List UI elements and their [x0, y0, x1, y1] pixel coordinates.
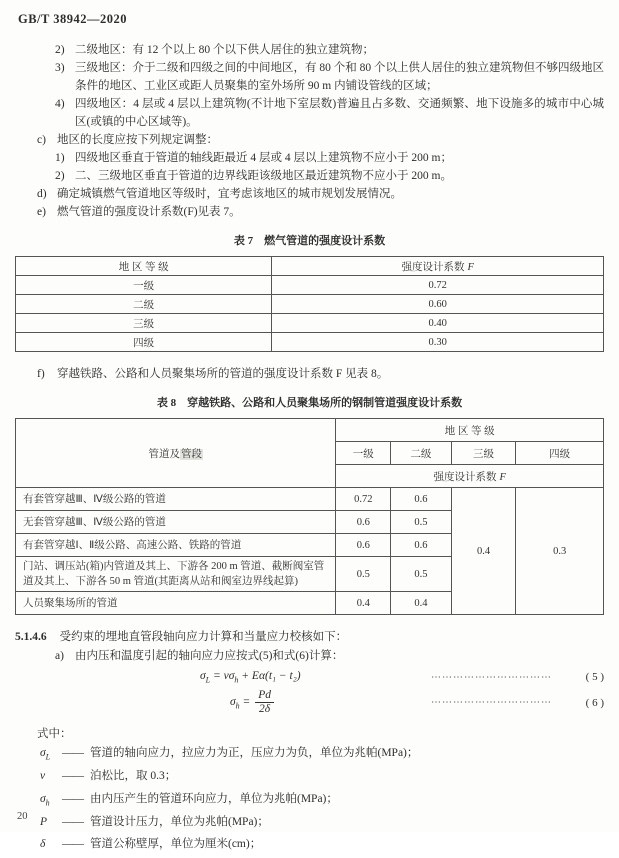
- grade-header: 三级: [451, 442, 516, 465]
- table7-header-factor: [272, 257, 604, 276]
- clause-item-c2: [15, 167, 604, 185]
- pipe-desc-cell: 门站、调压站(箱)内管道及其上、下游各 200 m 管道、截断阀室管道及其上、下游各 50 m 管道(其距离从站和阀室边界线起算): [16, 557, 336, 592]
- fraction-numerator: Pd: [255, 689, 274, 703]
- clause-text: 二级地区：有 12 个以上 80 个以下供人居住的独立建筑物；: [75, 44, 374, 56]
- grade-cell: 一级: [16, 276, 272, 295]
- factor-cell: 0.4: [336, 592, 391, 615]
- definition-item: [15, 790, 604, 813]
- clause-text: 三级地区：介于二级和四级之间的中间地区，有 80 个和 80 个以上供人居住的独立建筑物但不够四级地区条件的地区、工业区或距人员聚集的室外场所 90 m 内铺设管线的区域；: [75, 62, 604, 92]
- formula-term: + Eα(t₁ − t₂): [238, 670, 301, 682]
- formula-term: =: [239, 696, 254, 709]
- clause-item-e: [15, 203, 604, 221]
- table-row: [16, 488, 604, 511]
- section-5-1-4-6: [15, 628, 604, 647]
- definition-dash: ——: [62, 747, 83, 760]
- formula-fraction: [255, 689, 274, 716]
- definition-symbol: [40, 835, 62, 858]
- fraction-denominator: 2δ: [259, 703, 271, 716]
- clause-label: a): [55, 650, 64, 662]
- clause-item-2: [15, 41, 604, 59]
- symbol-base: P: [40, 815, 48, 828]
- grade-cell: 三级: [16, 314, 272, 333]
- table-row: [16, 295, 604, 314]
- definition-dash: ——: [62, 792, 83, 805]
- clause-label: 2): [55, 170, 65, 182]
- clause-label: d): [37, 188, 47, 200]
- table8-factor-header: [336, 465, 604, 488]
- definition-symbol: [40, 744, 62, 767]
- clause-text: 燃气管道的强度设计系数(F)见表 7。: [57, 206, 241, 218]
- definition-dash: ——: [62, 838, 83, 851]
- pipe-col-highlighted-text: 管段: [180, 448, 202, 460]
- section-number: 5.1.4.6: [15, 631, 47, 643]
- definition-item: [15, 813, 604, 836]
- factor-cell: 0.5: [391, 511, 452, 534]
- grade-header: 二级: [391, 442, 452, 465]
- table-row: [16, 333, 604, 352]
- formula-subscript: L: [205, 675, 211, 685]
- formula-term: σ: [230, 696, 236, 709]
- clause-item-d: [15, 185, 604, 203]
- clause-label: 1): [55, 152, 65, 164]
- factor-cell: 0.60: [272, 295, 604, 314]
- symbol-base: σ: [40, 747, 46, 760]
- definition-symbol: [40, 813, 62, 836]
- section-item-a: [15, 647, 604, 665]
- definition-dash: ——: [62, 815, 83, 828]
- definition-text: 泊松比，取 0.3；: [90, 770, 177, 783]
- factor-cell: 0.72: [336, 488, 391, 511]
- formula-dot-leader: ⋯⋯⋯⋯⋯⋯⋯⋯⋯⋯⋯: [431, 671, 552, 683]
- definition-dash: ——: [62, 770, 83, 783]
- definition-symbol: [40, 767, 62, 790]
- clause-item-f: [15, 365, 604, 383]
- factor-cell: 0.4: [391, 592, 452, 615]
- grade-cell: 四级: [16, 333, 272, 352]
- table8-header-area-grade: 地 区 等 级: [336, 419, 604, 442]
- table7: [15, 256, 604, 352]
- formula-number: ( 6 ): [585, 696, 604, 709]
- symbol-subscript: h: [45, 798, 50, 808]
- section-title: 受约束的埋地直管段轴向应力计算和当量应力校核如下：: [59, 631, 348, 643]
- grade-header: 一级: [336, 442, 391, 465]
- table-row: [16, 276, 604, 295]
- factor-cell: 0.6: [391, 488, 452, 511]
- table8-header-row-1: [16, 419, 604, 442]
- clause-label: 4): [55, 98, 65, 110]
- factor-symbol: F: [499, 471, 506, 483]
- factor-cell: 0.40: [272, 314, 604, 333]
- table-row: [16, 314, 604, 333]
- formula-dot-leader: ⋯⋯⋯⋯⋯⋯⋯⋯⋯⋯⋯: [431, 697, 552, 709]
- factor-cell: 0.6: [336, 511, 391, 534]
- definition-text: 由内压产生的管道环向应力，单位为兆帕(MPa)；: [90, 792, 338, 805]
- clause-text: 穿越铁路、公路和人员聚集场所的管道的强度设计系数 F 见表 8。: [57, 368, 389, 380]
- page-content: [0, 41, 619, 858]
- pipe-desc-cell: 有套管穿越Ⅲ、Ⅳ级公路的管道: [16, 488, 336, 511]
- formula-term: = νσ: [210, 670, 235, 682]
- clause-label: c): [37, 134, 46, 146]
- table7-header-row: [16, 257, 604, 276]
- table8-caption: 表 8 穿越铁路、公路和人员聚集场所的钢制管道强度设计系数: [156, 397, 463, 409]
- table8-header-pipe: [16, 419, 336, 488]
- symbol-base: σ: [40, 792, 46, 805]
- pipe-col-text: 管道及: [148, 448, 180, 460]
- table8: [15, 418, 604, 615]
- clause-label: 2): [55, 44, 65, 56]
- symbol-subscript: L: [45, 752, 51, 762]
- definition-symbol: [40, 790, 62, 813]
- clause-text: 二、三级地区垂直于管道的边界线距该级地区最近建筑物不应小于 200 m。: [75, 170, 452, 182]
- factor-label: 强度设计系数: [433, 471, 497, 483]
- definition-text: 管道公称壁厚，单位为厘米(cm)；: [90, 838, 262, 851]
- formula-5: [15, 670, 604, 684]
- clause-text: 由内压和温度引起的轴向应力应按式(5)和式(6)计算：: [75, 650, 344, 662]
- pipe-desc-cell: 无套管穿越Ⅲ、Ⅳ级公路的管道: [16, 511, 336, 534]
- factor-cell: 0.72: [272, 276, 604, 295]
- clause-item-3: [15, 59, 604, 95]
- definition-text: 管道设计压力，单位为兆帕(MPa)；: [90, 815, 269, 828]
- symbol-base: ν: [40, 770, 46, 783]
- factor-cell: 0.5: [336, 557, 391, 592]
- grade-cell: 二级: [16, 295, 272, 314]
- definition-item: [15, 767, 604, 790]
- clause-text: 确定城镇燃气管道地区等级时，宜考虑该地区的城市规划发展情况。: [57, 188, 402, 200]
- factor-cell: 0.5: [391, 557, 452, 592]
- definitions-intro: 式中：: [37, 728, 72, 741]
- factor-cell: 0.30: [272, 333, 604, 352]
- grade-header: 四级: [516, 442, 604, 465]
- page-number: 20: [17, 811, 28, 822]
- formula-6: [15, 689, 604, 716]
- clause-item-c1: [15, 149, 604, 167]
- clause-item-4: [15, 95, 604, 131]
- factor-cell-merged-grade3: 0.4: [451, 488, 516, 615]
- clause-label: 3): [55, 62, 65, 74]
- factor-cell: 0.6: [391, 534, 452, 557]
- table7-header-grade: 地 区 等 级: [16, 257, 272, 276]
- clause-item-c: [15, 131, 604, 149]
- clause-text: 四级地区垂直于管道的轴线距最近 4 层或 4 层以上建筑物不应小于 200 m；: [75, 152, 452, 164]
- formula-term: σ: [200, 670, 206, 682]
- table7-header-factor-label: 强度设计系数: [401, 261, 465, 273]
- table7-caption: 表 7 燃气管道的强度设计系数: [233, 235, 386, 247]
- formula-6-expression: [230, 689, 274, 716]
- clause-label: e): [37, 206, 46, 218]
- clause-text: 地区的长度应按下列规定调整：: [57, 134, 218, 146]
- definition-text: 管道的轴向应力，拉应力为正，压应力为负，单位为兆帕(MPa)；: [90, 747, 419, 760]
- pipe-desc-cell: 有套管穿越Ⅰ、Ⅱ级公路、高速公路、铁路的管道: [16, 534, 336, 557]
- clause-label: f): [37, 368, 45, 380]
- clause-text: 四级地区：4 层或 4 层以上建筑物(不计地下室层数)普遍且占多数、交通频繁、地下设施多的城市中心城区(或镇的中心区域等)。: [75, 98, 604, 128]
- pipe-desc-cell: 人员聚集场所的管道: [16, 592, 336, 615]
- factor-cell: 0.6: [336, 534, 391, 557]
- table7-header-factor-symbol: F: [467, 261, 474, 273]
- symbol-base: δ: [40, 838, 46, 851]
- formula-subscript: h: [235, 701, 240, 711]
- standard-number: GB/T 38942—2020: [18, 12, 128, 26]
- formula-number: ( 5 ): [585, 671, 604, 684]
- definition-item: [15, 835, 604, 858]
- formula-subscript: h: [234, 675, 239, 685]
- definition-item: [15, 744, 604, 767]
- formula-5-expression: [200, 670, 301, 684]
- factor-cell-merged-grade4: 0.3: [516, 488, 604, 615]
